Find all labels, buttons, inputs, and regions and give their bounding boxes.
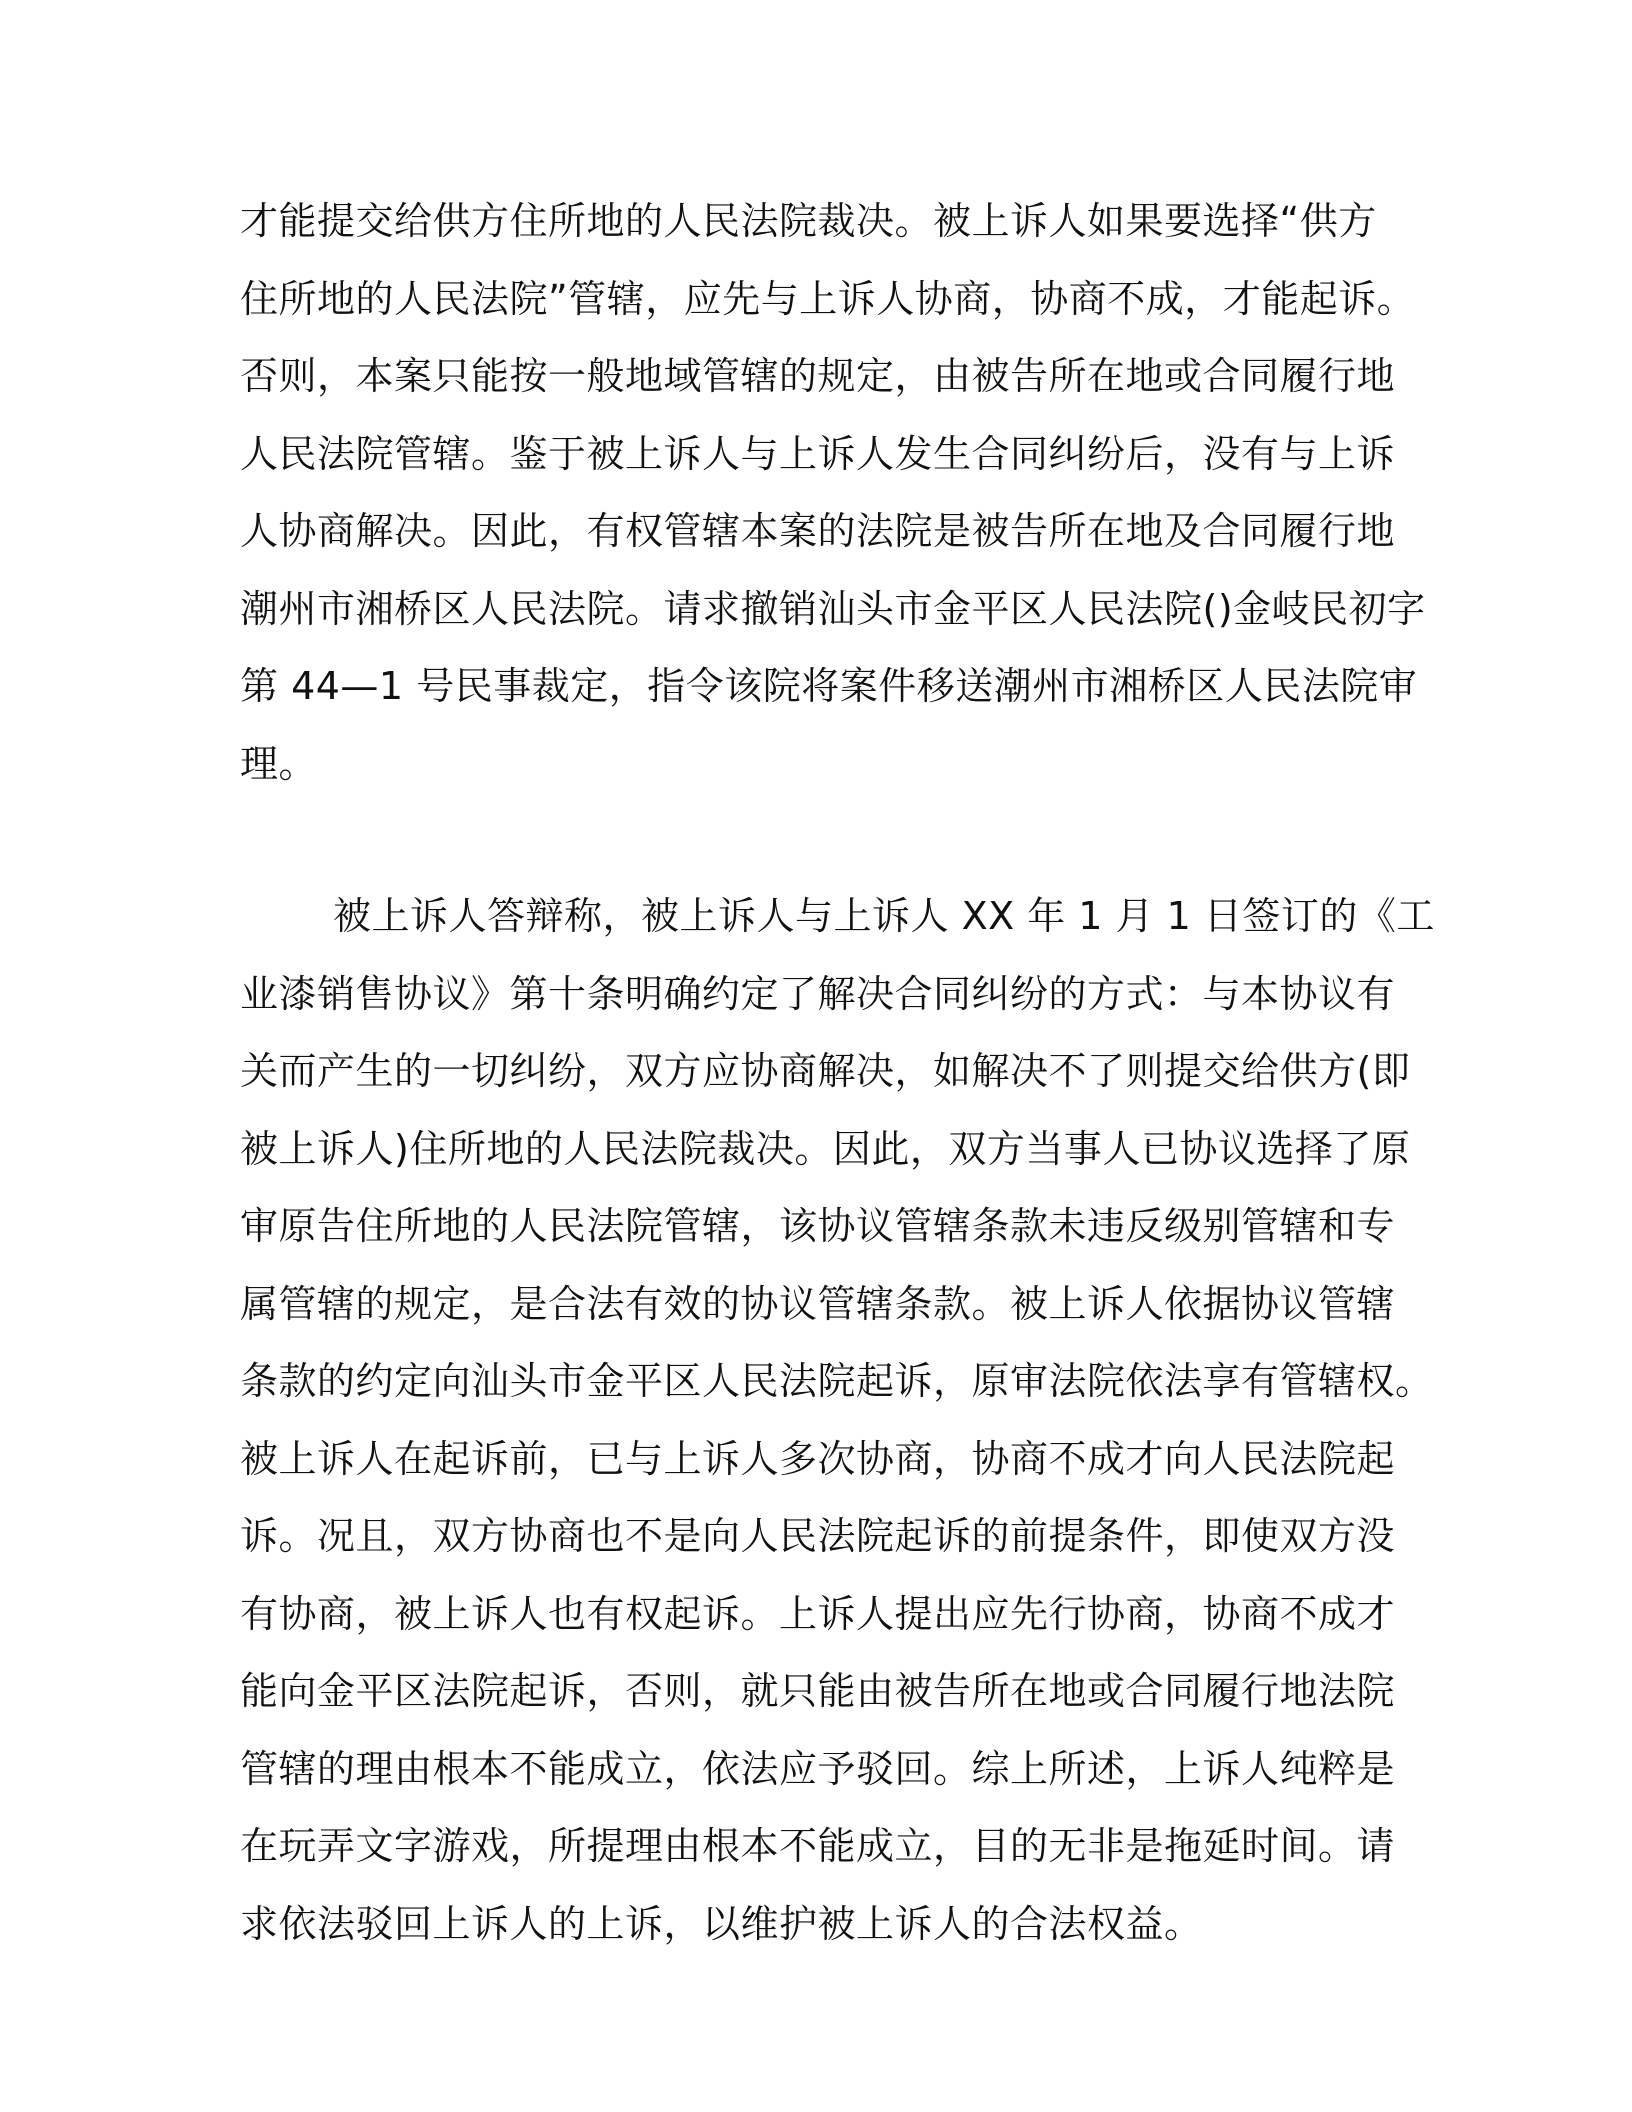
text-line: 属管辖的规定，是合法有效的协议管辖条款。被上诉人依据协议管辖: [240, 1281, 1396, 1326]
text-line: 理。: [240, 741, 318, 786]
text-line: 业漆销售协议》第十条明确约定了解决合同纠纷的方式：与本协议有: [240, 971, 1396, 1016]
paragraph-appellee-reply: [240, 878, 1435, 1963]
text-line: 被上诉人)住所地的人民法院裁决。因此，双方当事人已协议选择了原: [240, 1126, 1411, 1171]
text-line: 人民法院管辖。鉴于被上诉人与上诉人发生合同纠纷后，没有与上诉: [240, 431, 1396, 476]
text-line: 求依法驳回上诉人的上诉，以维护被上诉人的合法权益。: [240, 1901, 1203, 1946]
text-line: 能向金平区法院起诉，否则，就只能由被告所在地或合同履行地法院: [240, 1669, 1396, 1713]
text-line: 第 44—1 号民事裁定，指令该院将案件移送潮州市湘桥区人民法院审: [240, 664, 1418, 708]
text-line: 被上诉人在起诉前，已与上诉人多次协商，协商不成才向人民法院起: [240, 1436, 1396, 1481]
text-line: 关而产生的一切纠纷，双方应协商解决，如解决不了则提交给供方(即: [240, 1049, 1411, 1093]
paragraph-appellant-argument: [240, 183, 1426, 803]
text-line: 审原告住所地的人民法院管辖，该协议管辖条款未违反级别管辖和专: [240, 1204, 1396, 1248]
text-line: 住所地的人民法院”管辖，应先与上诉人协商，协商不成，才能起诉。: [240, 276, 1416, 321]
text-line: 否则，本案只能按一般地域管辖的规定，由被告所在地或合同履行地: [240, 354, 1396, 398]
text-line: 在玩弄文字游戏，所提理由根本不能成立，目的无非是拖延时间。请: [240, 1824, 1396, 1868]
text-line: 潮州市湘桥区人民法院。请求撤销汕头市金平区人民法院()金岐民初字: [240, 586, 1426, 631]
text-line: 管辖的理由根本不能成立，依法应予驳回。综上所述，上诉人纯粹是: [240, 1746, 1396, 1791]
text-line: 有协商，被上诉人也有权起诉。上诉人提出应先行协商，协商不成才: [240, 1591, 1396, 1636]
text-line: 才能提交给供方住所地的人民法院裁决。被上诉人如果要选择“供方: [240, 199, 1377, 243]
text-line: 被上诉人答辩称，被上诉人与上诉人 XX 年 1 月 1 日签订的《工: [333, 894, 1435, 938]
paragraph-spacer: [240, 803, 1385, 878]
text-line: 诉。况且，双方协商也不是向人民法院起诉的前提条件，即使双方没: [240, 1514, 1396, 1558]
text-line: 人协商解决。因此，有权管辖本案的法院是被告所在地及合同履行地: [240, 509, 1396, 553]
text-line: 条款的约定向汕头市金平区人民法院起诉，原审法院依法享有管辖权。: [240, 1359, 1434, 1403]
document-body: [240, 183, 1435, 1963]
